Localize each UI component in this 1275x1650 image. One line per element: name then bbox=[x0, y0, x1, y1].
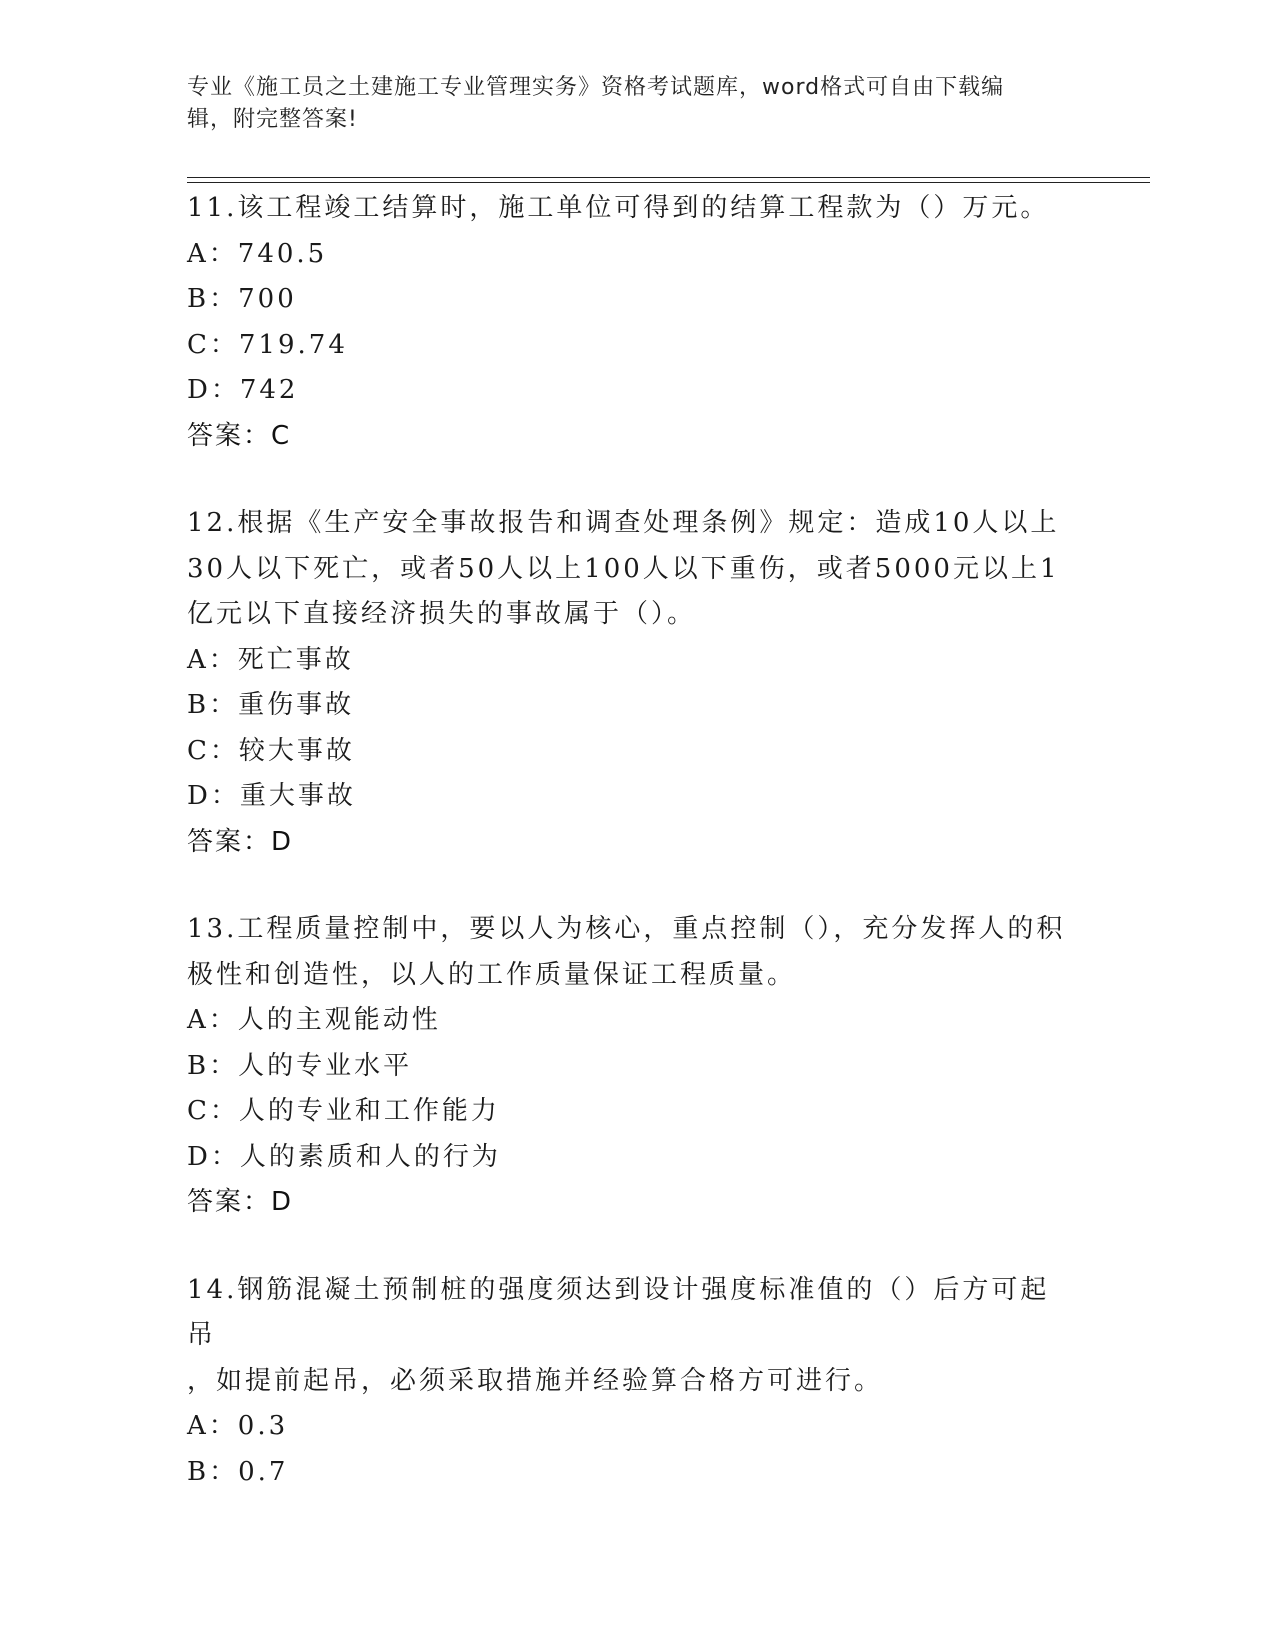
answer-line: 答案：D bbox=[187, 1187, 294, 1217]
option-c: C：人的专业和工作能力 bbox=[187, 1096, 500, 1126]
question-stem-line: ，如提前起吊，必须采取措施并经验算合格方可进行。 bbox=[187, 1365, 884, 1396]
document-header bbox=[187, 72, 1067, 136]
question-stem-line: 12.根据《生产安全事故报告和调查处理条例》规定：造成10人以上 bbox=[187, 508, 1060, 538]
question-list bbox=[187, 186, 1067, 1537]
header-divider-top bbox=[187, 177, 1150, 178]
question-stem-line: 13.工程质量控制中，要以人为核心，重点控制（），充分发挥人的积 bbox=[187, 914, 1066, 944]
option-c: C：719.74 bbox=[187, 329, 348, 360]
header-line-2: 辑，附完整答案! bbox=[187, 107, 358, 132]
option-a: A：人的主观能动性 bbox=[187, 1005, 441, 1035]
question-12 bbox=[187, 501, 1067, 865]
question-stem-line: 30人以下死亡，或者50人以上100人以下重伤，或者5000元以上1 bbox=[187, 553, 1060, 584]
answer-line: 答案：D bbox=[187, 826, 294, 857]
question-stem-line: 11.该工程竣工结算时，施工单位可得到的结算工程款为（）万元。 bbox=[187, 193, 1050, 223]
question-stem-line: 极性和创造性，以人的工作质量保证工程质量。 bbox=[187, 959, 797, 990]
option-b: B：人的专业水平 bbox=[187, 1050, 413, 1081]
option-b: B：700 bbox=[187, 284, 297, 314]
option-a: A：740.5 bbox=[187, 238, 328, 269]
question-11 bbox=[187, 186, 1067, 459]
question-13 bbox=[187, 907, 1067, 1226]
header-divider-bottom bbox=[187, 182, 1150, 183]
option-b: B：重伤事故 bbox=[187, 690, 355, 720]
question-stem-line: 14.钢筋混凝土预制桩的强度须达到设计强度标准值的（）后方可起吊 bbox=[187, 1274, 1050, 1350]
option-c: C：较大事故 bbox=[187, 735, 355, 766]
option-a: A：死亡事故 bbox=[187, 644, 354, 675]
answer-line: 答案：C bbox=[187, 420, 292, 451]
question-stem-line: 亿元以下直接经济损失的事故属于（）。 bbox=[187, 599, 697, 629]
option-d: D：重大事故 bbox=[187, 781, 356, 811]
option-b: B：0.7 bbox=[187, 1456, 289, 1487]
option-d: D：742 bbox=[187, 375, 299, 405]
header-line-1: 专业《施工员之土建施工专业管理实务》资格考试题库，word格式可自由下载编 bbox=[187, 75, 1005, 100]
option-d: D：人的素质和人的行为 bbox=[187, 1141, 501, 1172]
option-a: A：0.3 bbox=[187, 1411, 289, 1441]
question-14 bbox=[187, 1268, 1067, 1496]
